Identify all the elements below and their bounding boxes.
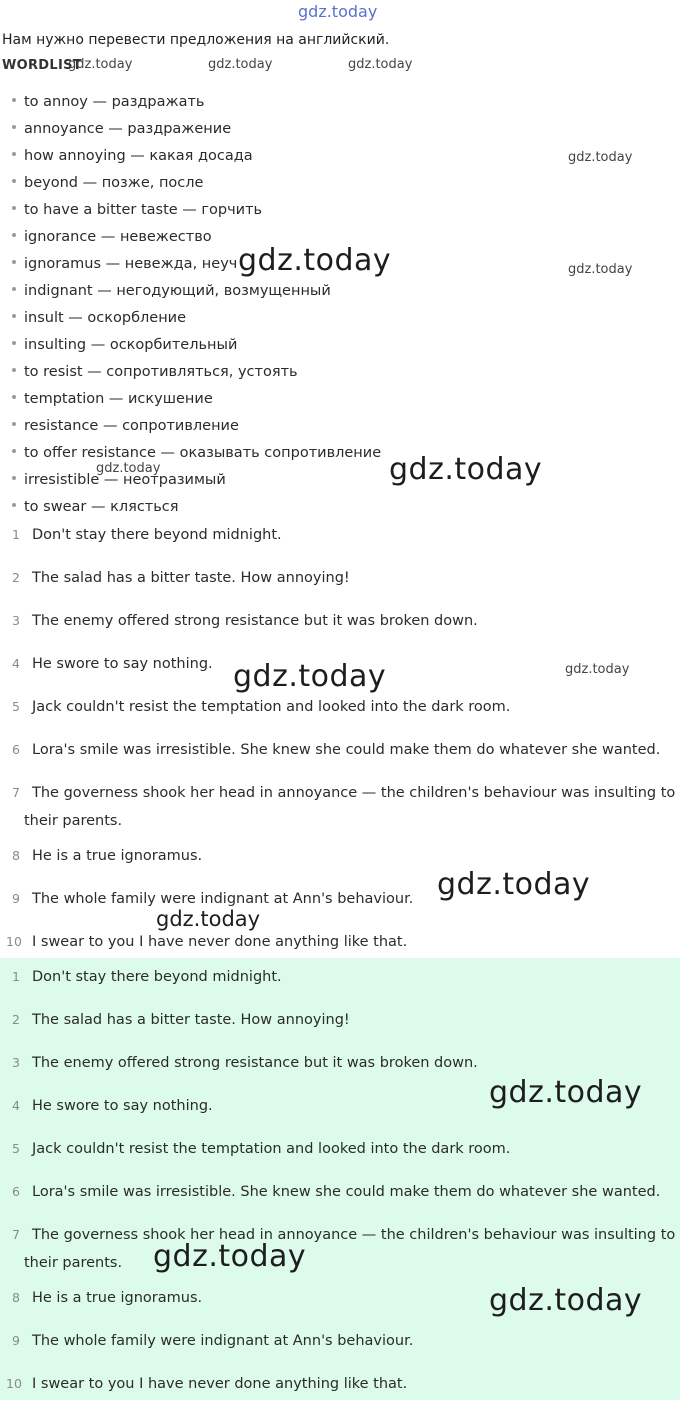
answer-number: 2 — [12, 1012, 20, 1027]
wordlist-item: insult — оскорбление — [12, 305, 381, 332]
bullet-icon — [12, 503, 16, 507]
wordlist-item: to offer resistance — оказывать сопротивление — [12, 440, 381, 467]
watermark: gdz.today — [568, 262, 633, 277]
sentence-item — [0, 564, 680, 607]
sentence-text: I swear to you I have never done anything like that. — [32, 934, 408, 950]
sentence-text: The salad has a bitter taste. How annoying! — [32, 570, 350, 586]
watermark: gdz.today — [96, 461, 161, 476]
bullet-icon — [12, 98, 16, 102]
answer-list — [0, 963, 680, 1413]
wordlist-title: WORDLIST — [2, 58, 82, 73]
wordlist-item: to swear — клясться — [12, 494, 381, 521]
sentence-text: The enemy offered strong resistance but it was broken down. — [32, 613, 478, 629]
bullet-icon — [12, 341, 16, 345]
wordlist-item: irresistible — неотразимый — [12, 467, 381, 494]
sentence-number: 4 — [12, 656, 20, 671]
sentence-number: 9 — [12, 891, 20, 906]
sentence-text: The governess shook her head in annoyance — the children's behaviour was insulting to their parents. — [24, 785, 676, 829]
answer-number: 7 — [12, 1227, 20, 1242]
answer-text: He is a true ignoramus. — [32, 1290, 203, 1306]
sentence-number: 2 — [12, 570, 20, 585]
wordlist-item: temptation — искушение — [12, 386, 381, 413]
sentence-item — [0, 521, 680, 564]
watermark: gdz.today — [389, 452, 543, 487]
watermark: gdz.today — [348, 57, 413, 72]
answer-item — [0, 1006, 680, 1049]
bullet-icon — [12, 314, 16, 318]
watermark: gdz.today — [568, 150, 633, 165]
answer-item — [0, 963, 680, 1006]
bullet-icon — [12, 206, 16, 210]
answer-number: 6 — [12, 1184, 20, 1199]
watermark: gdz.today — [565, 662, 630, 677]
sentence-number: 8 — [12, 848, 20, 863]
watermark: gdz.today — [489, 1075, 643, 1110]
bullet-icon — [12, 233, 16, 237]
answer-number: 10 — [6, 1376, 22, 1391]
watermark: gdz.today — [153, 1239, 307, 1274]
wordlist-item: to have a bitter taste — горчить — [12, 197, 381, 224]
sentence-item — [0, 779, 680, 842]
answer-text: Jack couldn't resist the temptation and looked into the dark room. — [32, 1141, 511, 1157]
bullet-icon — [12, 449, 16, 453]
sentence-text: Jack couldn't resist the temptation and looked into the dark room. — [32, 699, 511, 715]
task-intro: Нам нужно перевести предложения на английский. — [2, 32, 390, 48]
watermark: gdz.today — [68, 57, 133, 72]
answer-text: He swore to say nothing. — [32, 1098, 213, 1114]
bullet-icon — [12, 152, 16, 156]
wordlist-item: to annoy — раздражать — [12, 89, 381, 116]
answer-number: 1 — [12, 969, 20, 984]
answer-item — [0, 1135, 680, 1178]
watermark: gdz.today — [489, 1283, 643, 1318]
watermark: gdz.today — [156, 907, 261, 931]
wordlist-item: resistance — сопротивление — [12, 413, 381, 440]
bullet-icon — [12, 260, 16, 264]
watermark: gdz.today — [208, 57, 273, 72]
answer-number: 3 — [12, 1055, 20, 1070]
watermark: gdz.today — [233, 659, 387, 694]
bullet-icon — [12, 368, 16, 372]
answer-number: 9 — [12, 1333, 20, 1348]
bullet-icon — [12, 125, 16, 129]
watermark: gdz.today — [437, 867, 591, 902]
answer-number: 5 — [12, 1141, 20, 1156]
sentence-text: Lora's smile was irresistible. She knew she could make them do whatever she wanted. — [32, 742, 661, 758]
wordlist-item: indignant — негодующий, возмущенный — [12, 278, 381, 305]
wordlist-item: insulting — оскорбительный — [12, 332, 381, 359]
sentence-item — [0, 736, 680, 779]
watermark: gdz.today — [238, 243, 392, 278]
sentence-number: 3 — [12, 613, 20, 628]
watermark: gdz.today — [298, 2, 378, 21]
wordlist-item: ignoramus — невежда, неуч — [12, 251, 381, 278]
bullet-icon — [12, 179, 16, 183]
sentence-text: The whole family were indignant at Ann's behaviour. — [32, 891, 414, 907]
sentence-list — [0, 521, 680, 971]
bullet-icon — [12, 422, 16, 426]
answer-text: Lora's smile was irresistible. She knew she could make them do whatever she wanted. — [32, 1184, 661, 1200]
bullet-icon — [12, 287, 16, 291]
wordlist-item: annoyance — раздражение — [12, 116, 381, 143]
answer-text: The salad has a bitter taste. How annoying! — [32, 1012, 350, 1028]
wordlist — [12, 89, 381, 521]
sentence-number: 7 — [12, 785, 20, 800]
wordlist-item: to resist — сопротивляться, устоять — [12, 359, 381, 386]
bullet-icon — [12, 476, 16, 480]
sentence-item — [0, 693, 680, 736]
answer-number: 8 — [12, 1290, 20, 1305]
sentence-number: 5 — [12, 699, 20, 714]
wordlist-item: ignorance — невежество — [12, 224, 381, 251]
sentence-text: He is a true ignoramus. — [32, 848, 203, 864]
answer-number: 4 — [12, 1098, 20, 1113]
sentence-item — [0, 607, 680, 650]
answer-item — [0, 1327, 680, 1370]
sentence-text: Don't stay there beyond midnight. — [32, 527, 282, 543]
answer-item — [0, 1178, 680, 1221]
wordlist-item: beyond — позже, после — [12, 170, 381, 197]
answer-item — [0, 1221, 680, 1284]
bullet-icon — [12, 395, 16, 399]
sentence-text: He swore to say nothing. — [32, 656, 213, 672]
sentence-number: 10 — [6, 934, 22, 949]
answer-text: I swear to you I have never done anything like that. — [32, 1376, 408, 1392]
answer-item — [0, 1370, 680, 1413]
sentence-number: 1 — [12, 527, 20, 542]
sentence-number: 6 — [12, 742, 20, 757]
answer-text: Don't stay there beyond midnight. — [32, 969, 282, 985]
answer-text: The whole family were indignant at Ann's behaviour. — [32, 1333, 414, 1349]
answer-text: The enemy offered strong resistance but it was broken down. — [32, 1055, 478, 1071]
wordlist-item: how annoying — какая досада — [12, 143, 381, 170]
answer-text: The governess shook her head in annoyance — the children's behaviour was insulting to their parents. — [24, 1227, 676, 1271]
